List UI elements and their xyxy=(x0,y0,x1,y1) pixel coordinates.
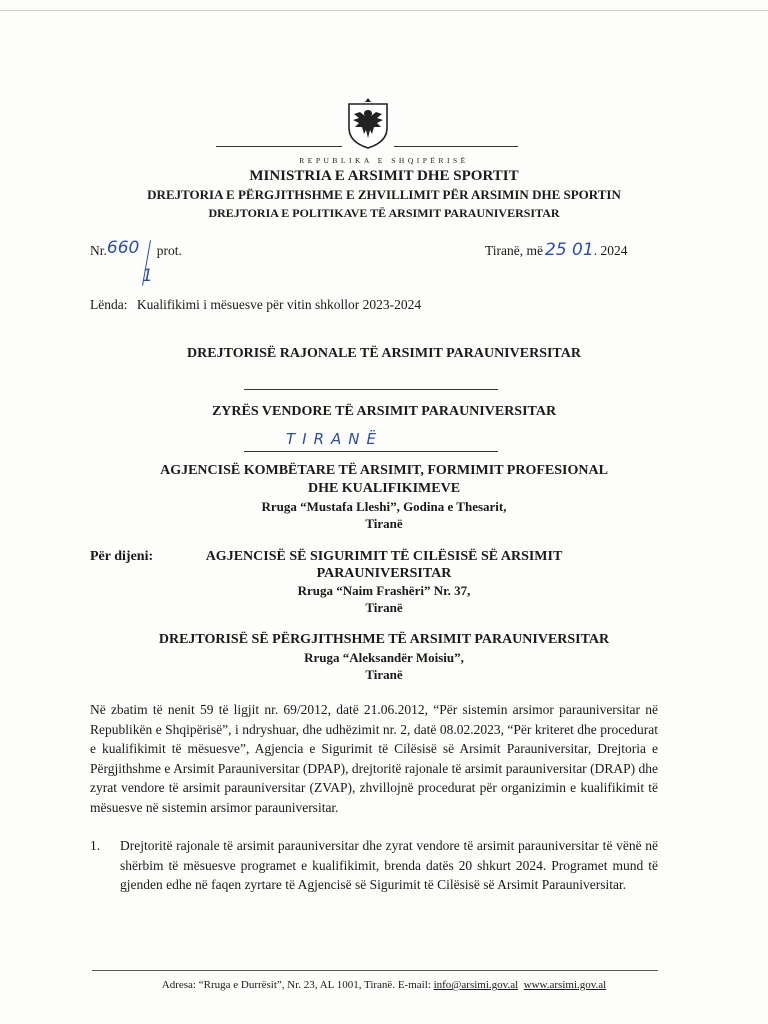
recipient-dpap-city: Tiranë xyxy=(365,667,403,682)
list-item-number: 1. xyxy=(90,838,101,853)
recipient-akafpk-line2: DHE KUALIFIKIMEVE xyxy=(307,481,461,496)
recipient-assap-line2: PARAUNIVERSITAR xyxy=(316,566,452,581)
footer-website-link[interactable]: www.arsimi.gov.al xyxy=(523,979,607,991)
place-date xyxy=(485,240,660,260)
place-label: Tiranë, më xyxy=(485,243,543,258)
directorate-general-title: DREJTORIA E PËRGJITHSHME E ZHVILLIMIT PËR ARSIMIN DHE SPORTIN xyxy=(147,187,621,202)
recipient-dpap-line1: DREJTORISË SË PËRGJITHSHME TË ARSIMIT PARAUNIVERSITAR xyxy=(158,632,610,647)
nr-sub-handwritten: 1 xyxy=(142,266,153,286)
protocol-number xyxy=(90,240,250,290)
directorate-policy-title: DREJTORIA E POLITIKAVE TË ARSIMIT PARAUNIVERSITAR xyxy=(208,206,560,220)
subject-line xyxy=(90,297,650,313)
recipient-akafpk-line1: AGJENCISË KOMBËTARE TË ARSIMIT, FORMIMIT PROFESIONAL xyxy=(160,463,608,478)
recipient-dpap-address: Rruga “Aleksandër Moisiu”, xyxy=(304,650,464,665)
footer-address: Adresa: “Rruga e Durrësit”, Nr. 23, AL 1001, Tiranë. E-mail: xyxy=(161,979,434,991)
recipient-drap-underline xyxy=(244,389,498,390)
list-item xyxy=(90,836,658,895)
footer-rule xyxy=(92,970,658,971)
cc-label: Për dijeni: xyxy=(90,549,154,564)
zvap-handwritten-city: TIRANË xyxy=(286,430,383,448)
footer-email-link[interactable]: info@arsimi.gov.al xyxy=(433,979,519,991)
recipient-zvap: ZYRËS VENDORE TË ARSIMIT PARAUNIVERSITAR xyxy=(211,404,557,419)
recipient-drap: DREJTORISË RAJONALE TË ARSIMIT PARAUNIVERSITAR xyxy=(187,346,581,361)
prot-label: prot. xyxy=(156,243,182,258)
recipient-assap-line1: AGJENCISË SË SIGURIMIT TË CILËSISË SË ARSIMIT xyxy=(205,549,563,564)
recipient-akafpk-address: Rruga “Mustafa Lleshi”, Godina e Thesarit, xyxy=(261,499,507,514)
header-rule-right xyxy=(394,146,518,147)
scan-edge-line xyxy=(0,10,768,11)
republic-label: REPUBLIKA E SHQIPËRISË xyxy=(299,156,469,165)
recipient-assap-city: Tiranë xyxy=(365,600,403,615)
subject-label: Lënda: xyxy=(90,297,128,312)
nr-handwritten: 660 xyxy=(106,238,140,258)
list-item-text: Drejtoritë rajonale të arsimit parauniversitar dhe zyrat vendore të arsimit parauniversitar të vënë në shërbim të mësuesve programet e kualifikimit, brenda datës 20 shkurt 2024. Programet mund të gjenden edhe në faqen zyrtare të Agjencisë së Sigurimit të Cilësisë së Arsimit Parauniversitar. xyxy=(120,838,658,893)
albanian-eagle-emblem-icon xyxy=(346,98,390,150)
footer-address-line xyxy=(0,979,768,991)
ministry-title: MINISTRIA E ARSIMIT DHE SPORTIT xyxy=(249,168,519,184)
subject-text: Kualifikimi i mësuesve për vitin shkollor 2023-2024 xyxy=(136,297,422,312)
nr-label: Nr. xyxy=(90,243,107,258)
date-year: . 2024 xyxy=(593,243,628,258)
header-rule-left xyxy=(216,146,342,147)
date-day: 25 xyxy=(545,240,567,260)
recipient-akafpk-city: Tiranë xyxy=(365,516,403,531)
recipient-zvap-underline xyxy=(244,451,498,452)
recipient-assap-address: Rruga “Naim Frashëri” Nr. 37, xyxy=(297,583,471,598)
date-month: 01 xyxy=(572,240,594,260)
body-paragraph: Në zbatim të nenit 59 të ligjit nr. 69/2012, datë 21.06.2012, “Për sistemin arsimor parauniversitar në Republikën e Shqipërisë”, i ndryshuar, dhe udhëzimit nr. 2, datë 08.02.2023, “Për kriteret dhe procedurat e kualifikimit të mësuesve”, Agjencia e Sigurimit të Cilësisë së Arsimit Parauniversitar, Drejtoria e Përgjithshme e Arsimit Parauniversitar (DPAP), drejtoritë rajonale të arsimit parauniversitar (DRAP) dhe zyrat vendore të arsimit parauniversitar (ZVAP), zhvillojnë procedurat për organizimin e kualifikimit të mësuesve në sistemin arsimor parauniversitar. xyxy=(90,702,658,815)
